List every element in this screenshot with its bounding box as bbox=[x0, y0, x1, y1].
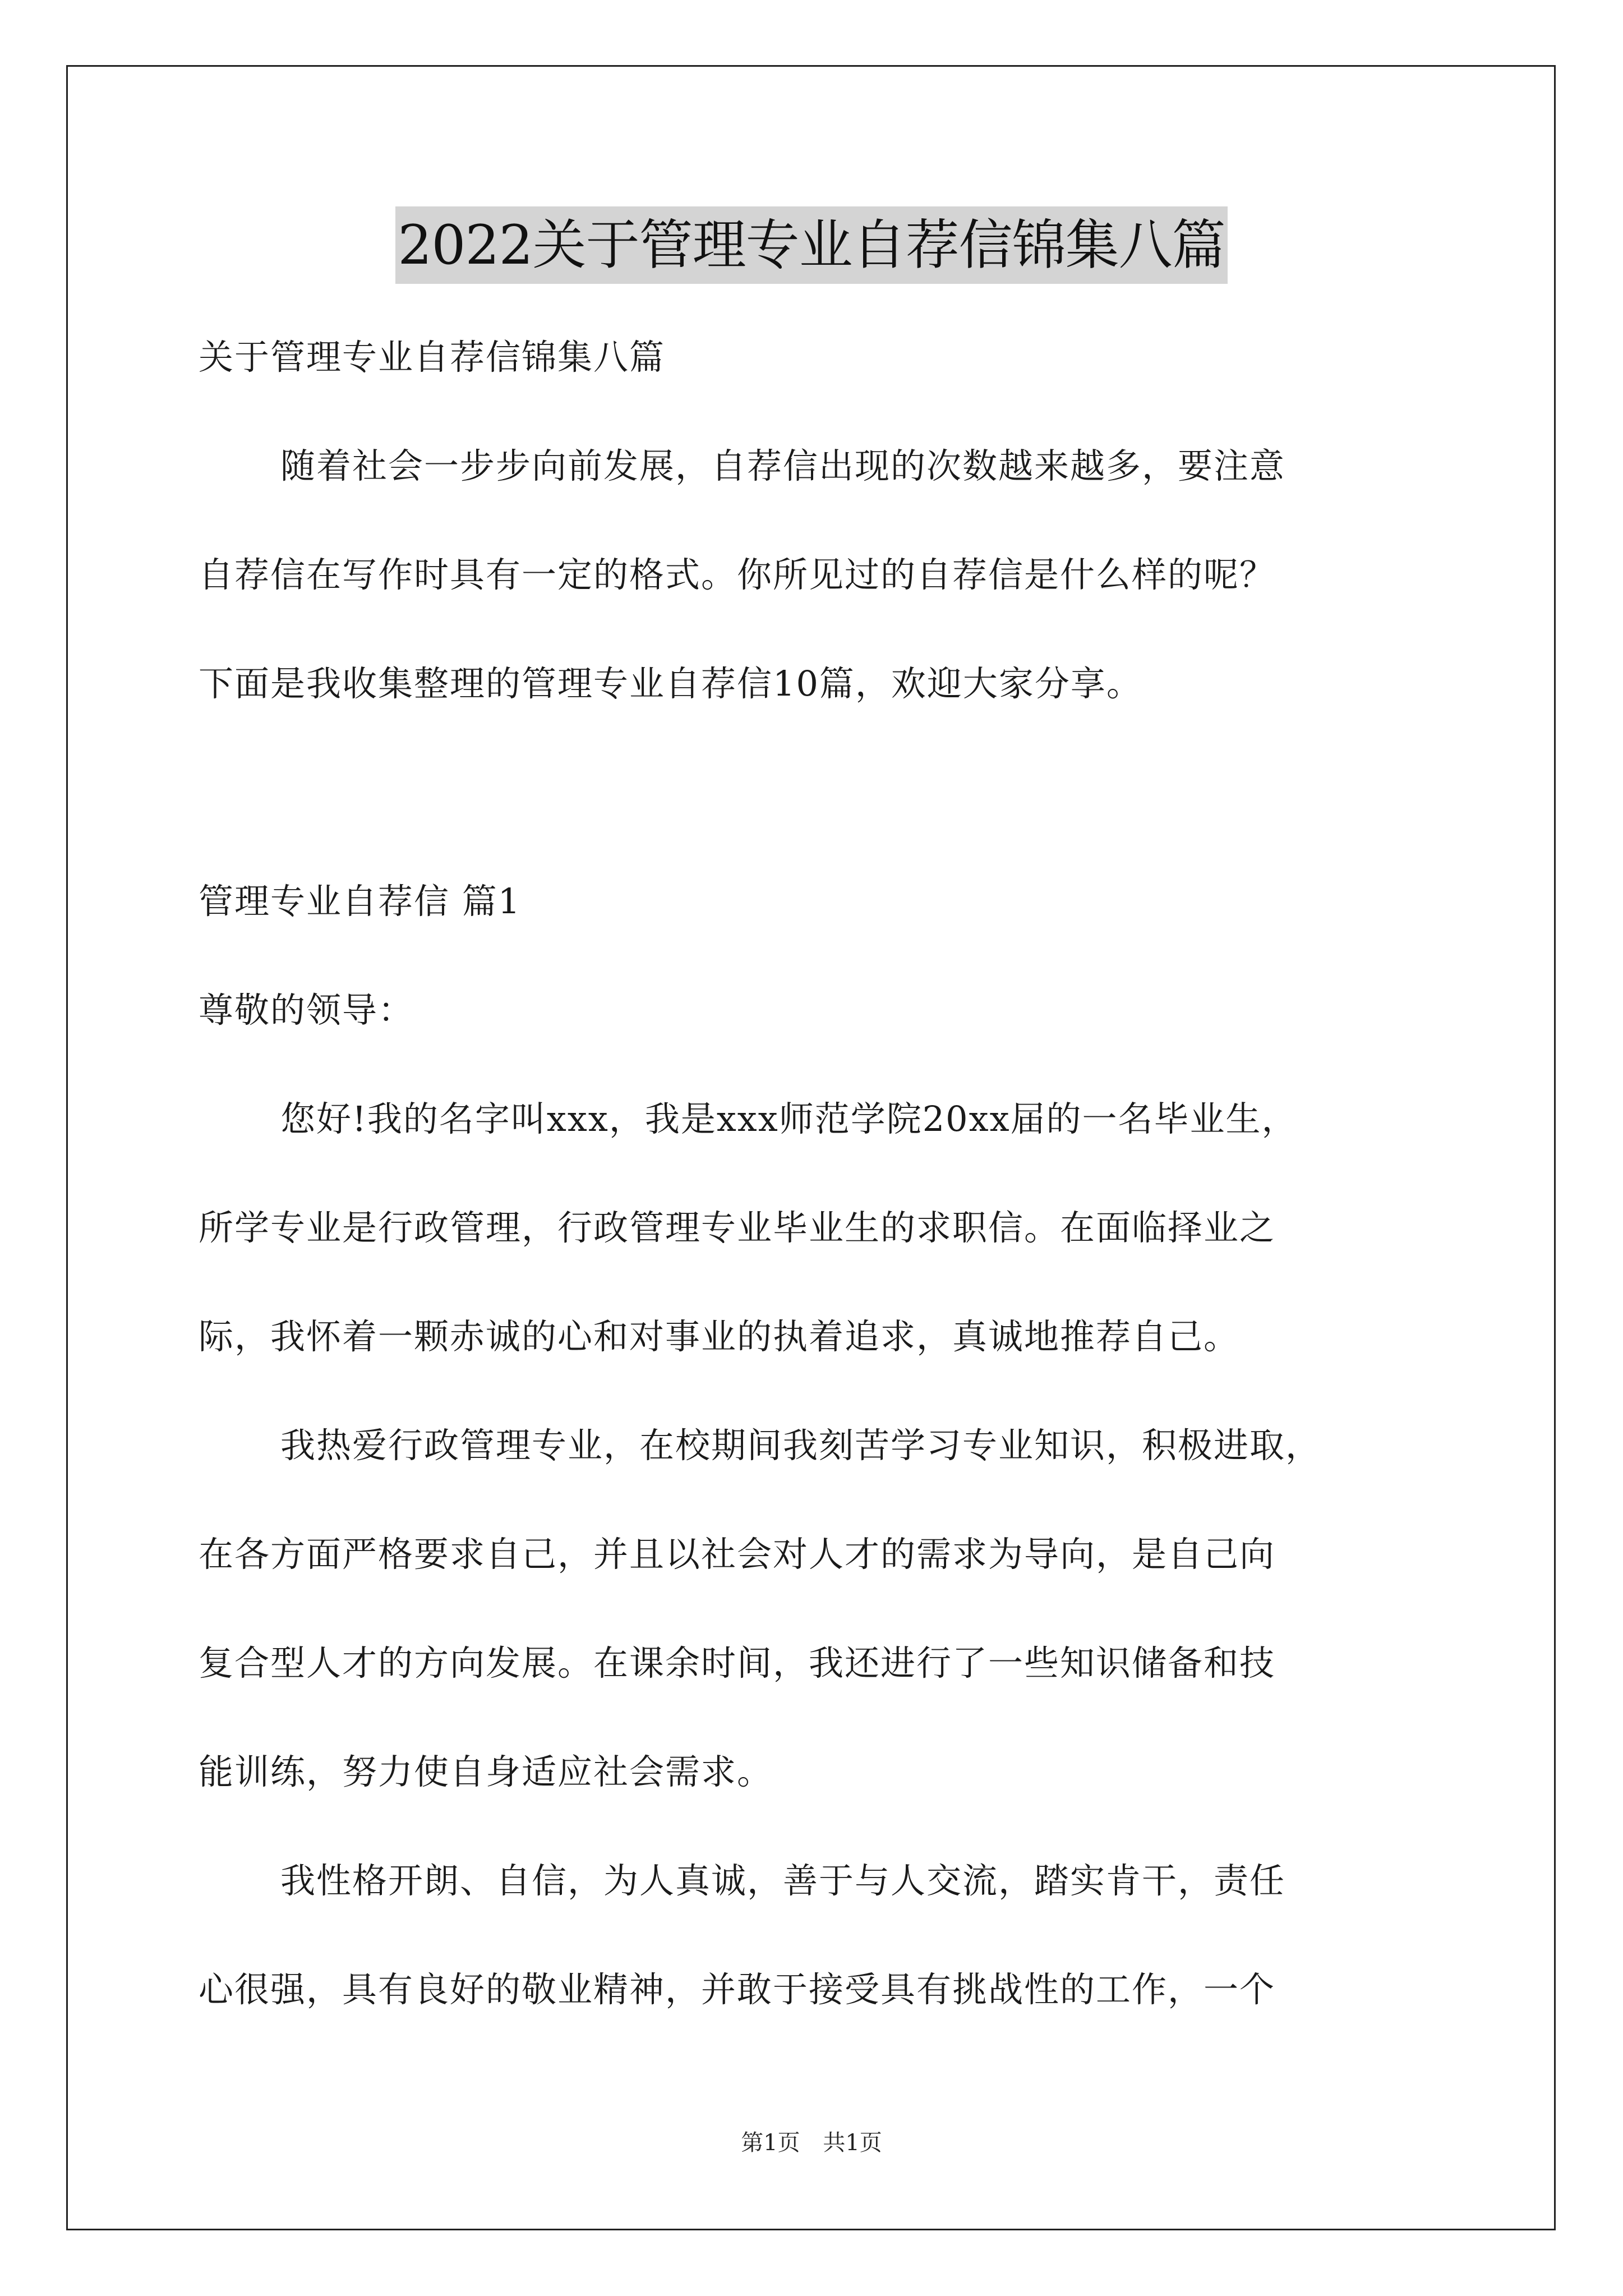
paragraph-line: 下面是我收集整理的管理专业自荐信10篇，欢迎大家分享。 bbox=[199, 663, 1142, 704]
paragraph-line: 所学专业是行政管理，行政管理专业毕业生的求职信。在面临择业之 bbox=[199, 1207, 1276, 1248]
title-container bbox=[0, 206, 1623, 284]
paragraph-line: 际，我怀着一颗赤诚的心和对事业的执着追求，真诚地推荐自己。 bbox=[199, 1316, 1240, 1357]
paragraph-line: 自荐信在写作时具有一定的格式。你所见过的自荐信是什么样的呢？ bbox=[199, 554, 1276, 595]
paragraph-line: 复合型人才的方向发展。在课余时间，我还进行了一些知识储备和技 bbox=[199, 1642, 1276, 1683]
document-body bbox=[199, 303, 1432, 2044]
section-heading: 管理专业自荐信 篇1 bbox=[199, 881, 522, 922]
paragraph-line: 您好!我的名字叫xxx，我是xxx师范学院20xx届的一名毕业生， bbox=[280, 1098, 1298, 1139]
paragraph-line: 心很强，具有良好的敬业精神，并敢于接受具有挑战性的工作，一个 bbox=[199, 1969, 1276, 2010]
blank-line bbox=[199, 738, 1432, 847]
document-title: 2022关于管理专业自荐信锦集八篇 bbox=[395, 206, 1227, 284]
subtitle-line: 关于管理专业自荐信锦集八篇 bbox=[199, 337, 666, 378]
page-footer bbox=[0, 2126, 1623, 2160]
salutation: 尊敬的领导： bbox=[199, 990, 414, 1030]
paragraph-line: 在各方面严格要求自己，并且以社会对人才的需求为导向，是自己向 bbox=[199, 1534, 1276, 1575]
paragraph-line: 我热爱行政管理专业，在校期间我刻苦学习专业知识，积极进取， bbox=[280, 1425, 1322, 1466]
page-number: 第1页 bbox=[741, 2130, 800, 2156]
paragraph-line: 随着社会一步步向前发展，自荐信出现的次数越来越多，要注意 bbox=[280, 445, 1286, 486]
paragraph-line: 我性格开朗、自信，为人真诚，善于与人交流，踏实肯干，责任 bbox=[280, 1860, 1286, 1901]
page-total: 共1页 bbox=[823, 2130, 882, 2156]
paragraph-line: 能训练，努力使自身适应社会需求。 bbox=[199, 1751, 773, 1792]
